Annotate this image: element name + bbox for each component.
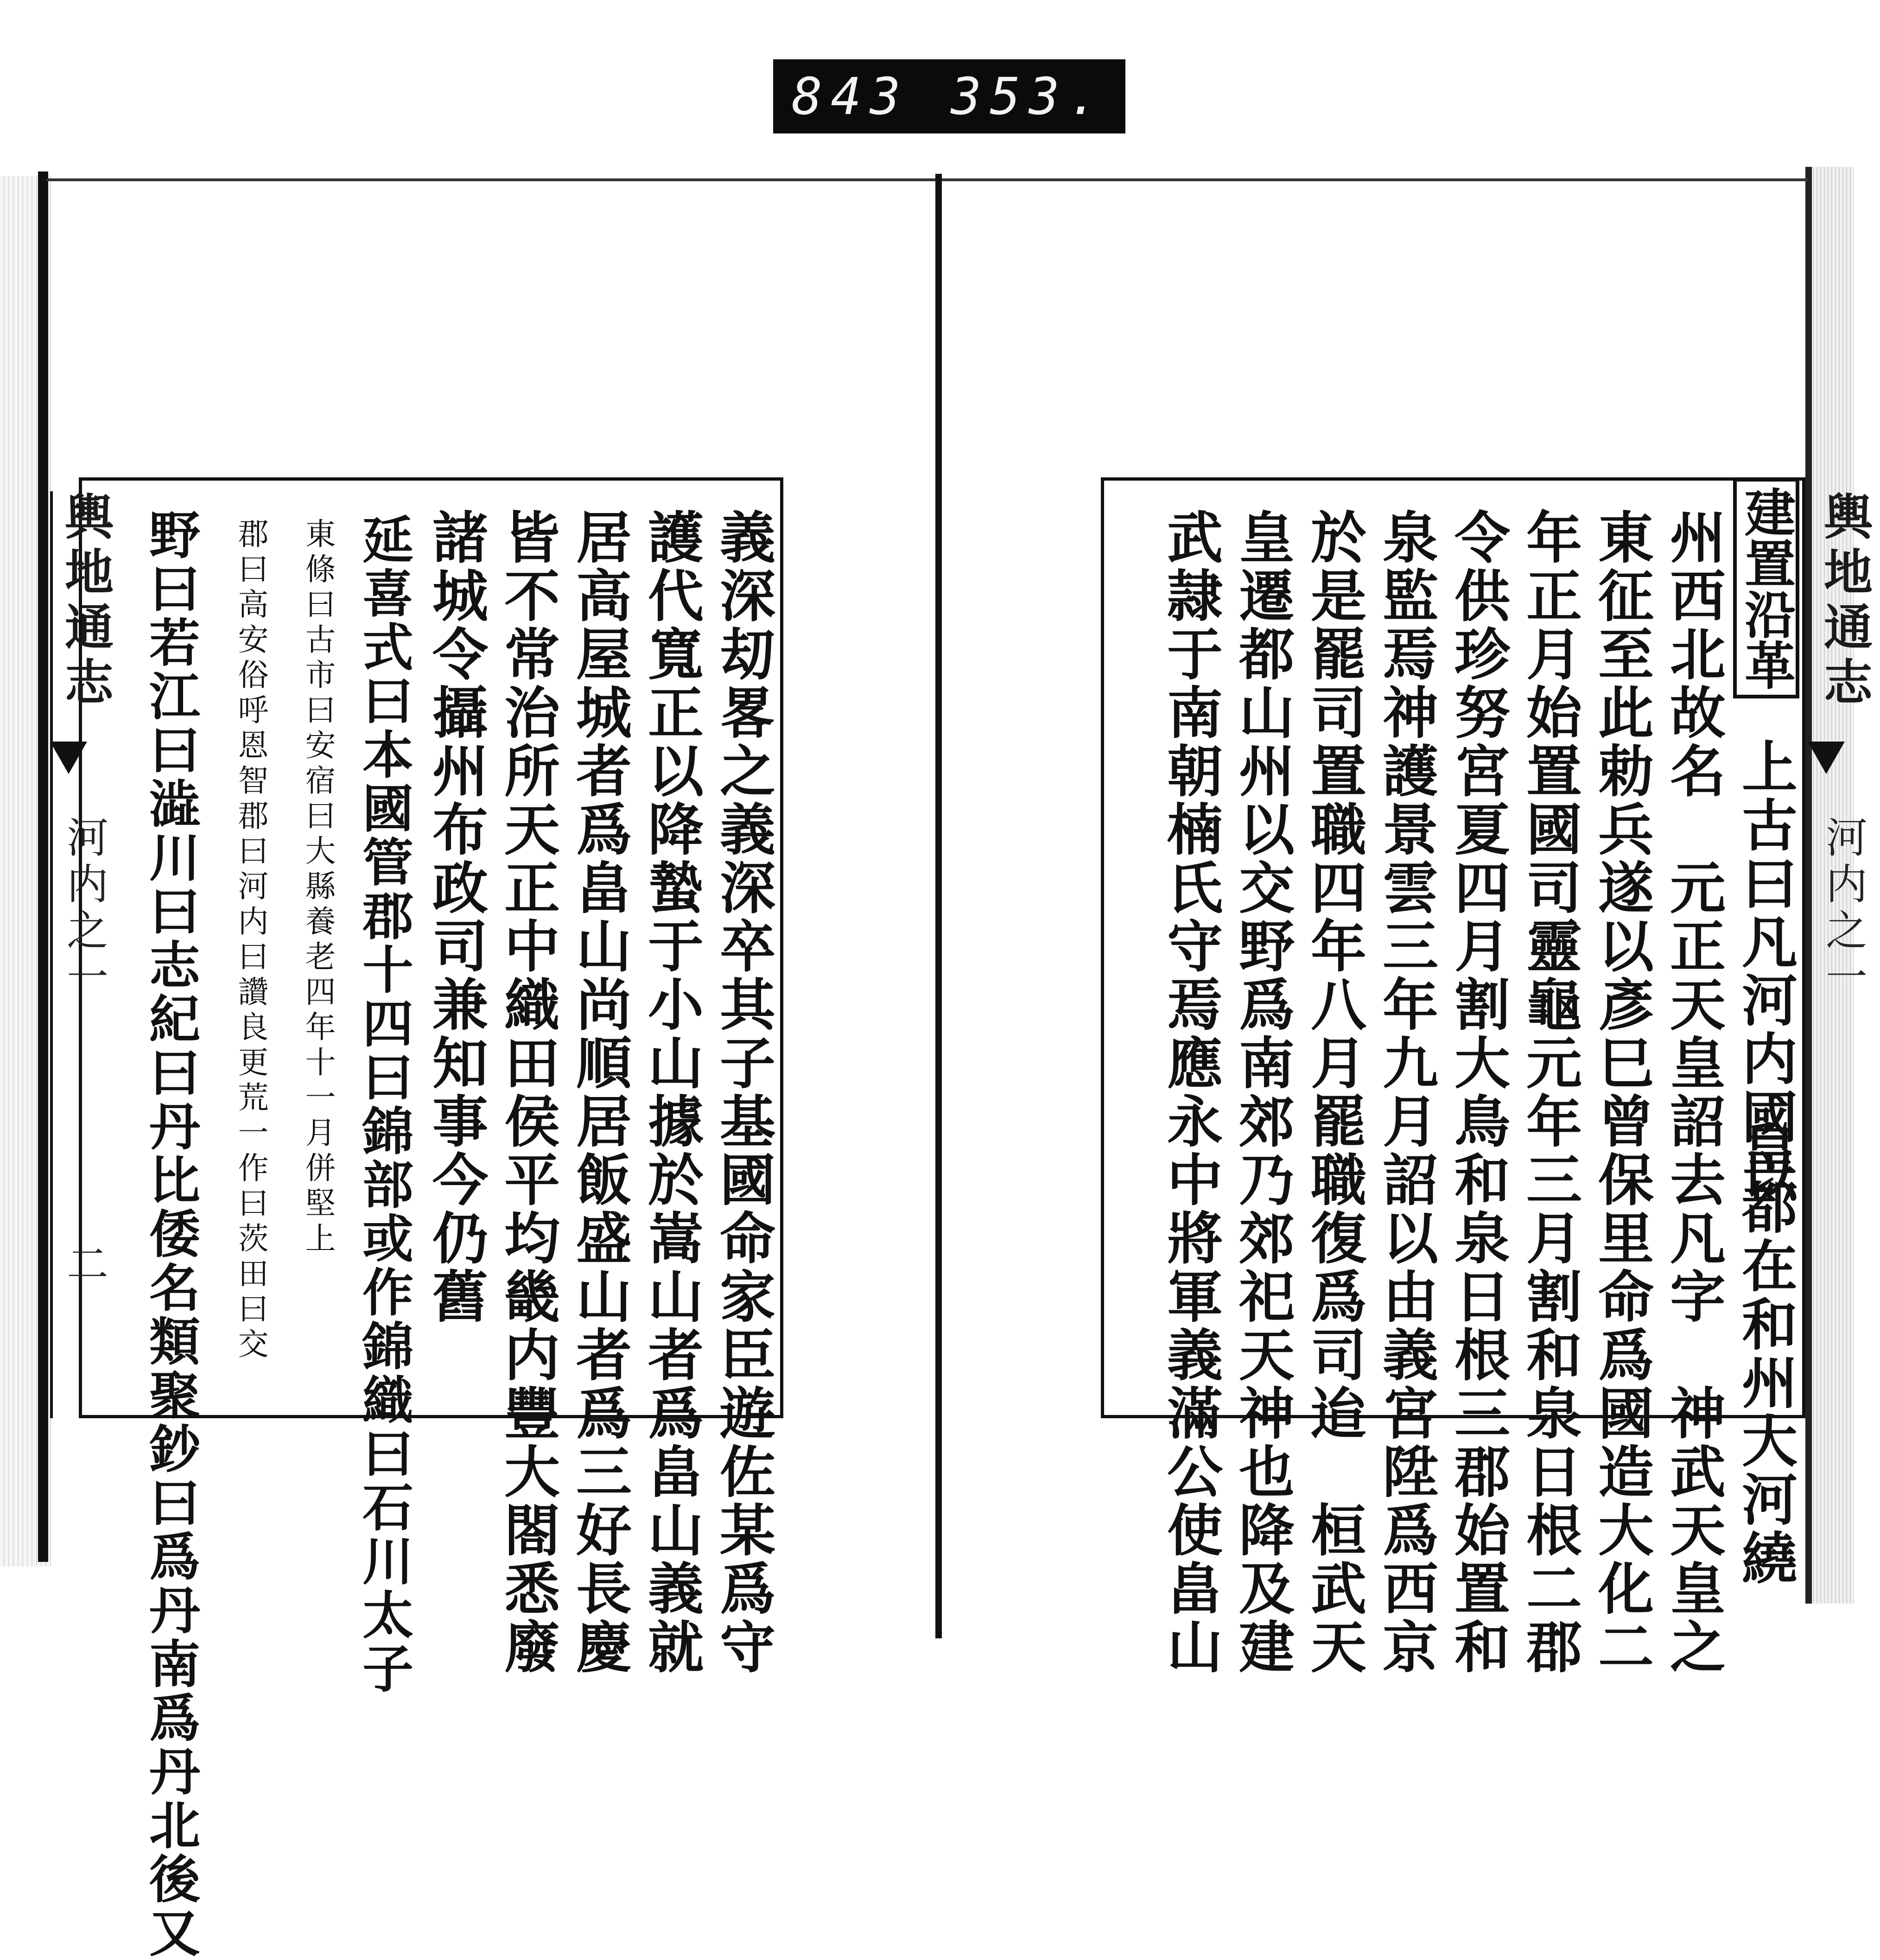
right-margin-title: 輿地通志: [1816, 491, 1874, 712]
left-col-2: 護代寬正以降蟄于小山據於嵩山者爲畠山義就: [639, 508, 704, 1676]
left-binding-line: [38, 171, 48, 1562]
left-margin-page-number: 二: [59, 1242, 108, 1288]
left-margin-title: 輿地通志: [57, 491, 114, 712]
left-col-6: 延喜式曰本國管郡十四曰錦部或作錦織曰石川太子: [354, 513, 414, 1696]
right-binding-line: [1805, 167, 1812, 1604]
left-col-1: 義深刧畧之義深卒其子基國命家臣遊佐某爲守: [711, 508, 776, 1676]
right-col-7: 於是罷司置職四年八月罷職復爲司迨 桓武天: [1302, 508, 1367, 1676]
right-col-1: 上古曰凡河内國以: [1733, 738, 1798, 1205]
right-fish-tail-ornament: [1808, 742, 1845, 774]
heading-box: 建置沿革: [1733, 478, 1800, 698]
left-page-frame: [79, 477, 783, 1960]
right-margin-subtitle: 河内之一: [1818, 816, 1867, 1001]
right-col-9: 武隷于南朝楠氏守焉應永中將軍義滿公使畠山: [1158, 508, 1223, 1676]
right-col-3: 東征至此勅兵遂以彥巳曾保里命爲國造大化二: [1589, 508, 1654, 1676]
book-top-line: [46, 178, 1808, 181]
left-col-8-notes: 郡曰高安俗呼恩智郡曰河内曰讚良更荒一作曰茨田曰交: [233, 518, 268, 1363]
left-col-3: 居高屋城者爲畠山尚順居飯盛山者爲三好長慶: [567, 508, 632, 1676]
left-col-4: 皆不常治所天正中織田侯平均畿内豐大閤悉廢: [495, 508, 560, 1676]
left-col-7-notes: 東條曰古市曰安宿曰大縣養老四年十一月併堅上: [300, 518, 336, 1257]
right-col-6: 泉監焉神護景雲三年九月詔以由義宮陞爲西京: [1373, 508, 1439, 1676]
left-margin-subtitle: 河内之一: [59, 816, 108, 1001]
right-col-2: 州西北故名 元正天皇詔去凡字 神武天皇之: [1661, 508, 1726, 1676]
archive-number-right: 353.: [951, 67, 1107, 126]
left-fish-tail-ornament: [50, 742, 87, 774]
archive-number-label: [773, 59, 1125, 133]
left-col-5: 諸城令攝州布政司兼知事今仍舊: [423, 508, 489, 1326]
right-col-4: 年正月始置國司靈龜元年三月割和泉日根二郡: [1517, 508, 1582, 1676]
archive-number-left: 843: [792, 67, 909, 126]
right-col-5: 令供珍努宮夏四月割大鳥和泉日根三郡始置和: [1445, 508, 1511, 1676]
left-col-9: 野曰若江曰澁川曰志紀曰丹比倭名類聚鈔曰爲丹南爲丹北後又: [141, 508, 201, 1960]
book-spine: [935, 174, 942, 1638]
right-col-1b: 皇都在和州大河繞: [1733, 1120, 1798, 1587]
right-page-frame: [1101, 477, 1805, 1676]
right-col-8: 皇遷都山州以交野爲南郊乃郊祀天神也降及建: [1230, 508, 1295, 1676]
